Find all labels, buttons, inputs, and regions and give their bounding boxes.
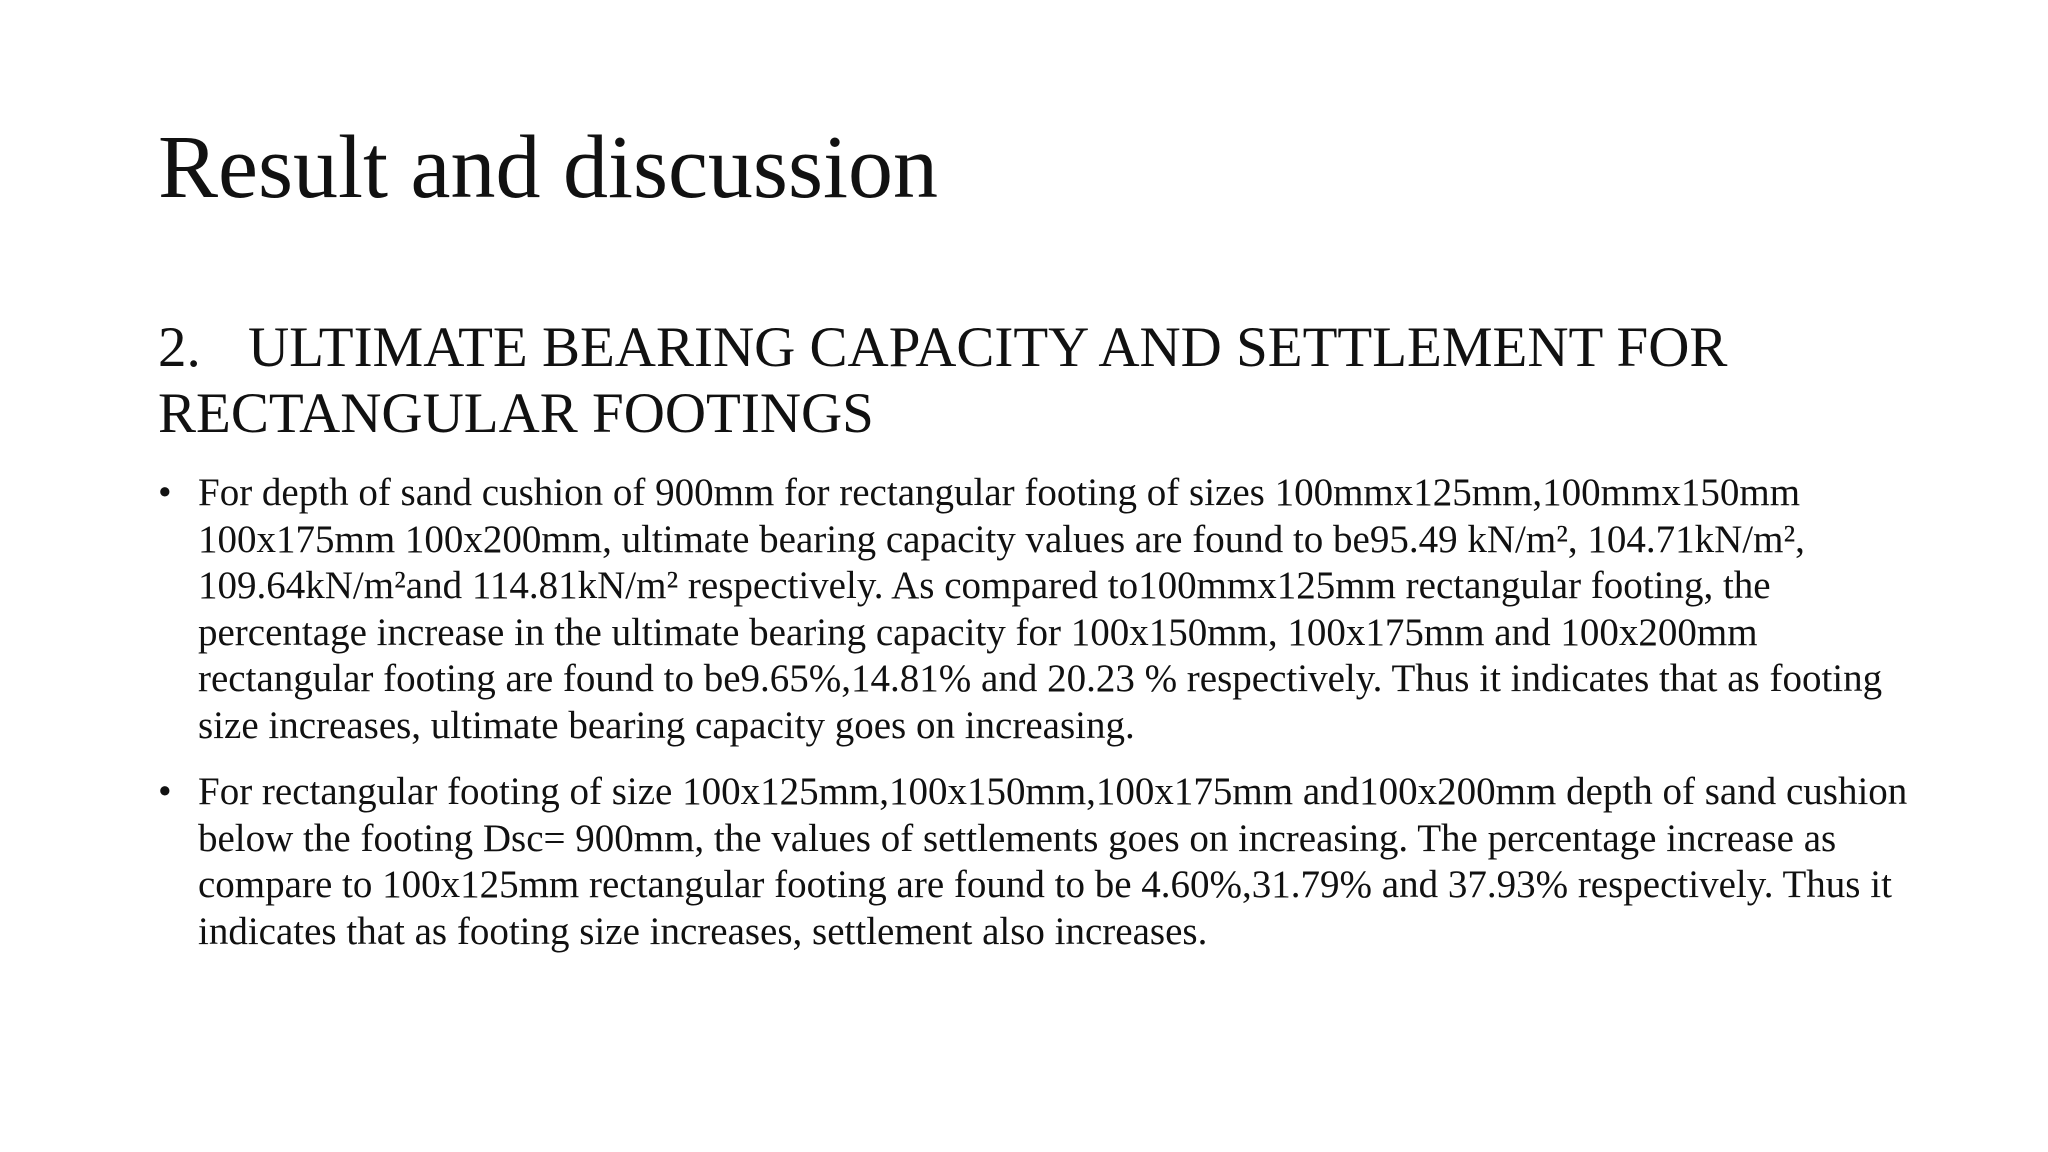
bullet-text: For rectangular footing of size 100x125mm,100x150mm,100x175mm and100x200mm depth of sand cushion below the footing Dsc= 900mm, the values of settlements goes on increasing. The percentage increase as compare to 100x125mm rectangular footing are found to be 4.60%,31.79% and 37.93% respectively. Thus it indicates that as footing size increases, settlement also increases.: [198, 770, 1908, 953]
bullet-icon: •: [158, 770, 172, 813]
slide-title: Result and discussion: [158, 118, 938, 217]
bullet-list: [158, 470, 1938, 955]
section-heading-text: ULTIMATE BEARING CAPACITY AND SETTLEMENT FOR RECTANGULAR FOOTINGS: [158, 316, 1728, 445]
section-heading: [158, 315, 1938, 447]
bullet-icon: •: [158, 471, 172, 514]
section-number: 2.: [158, 316, 201, 379]
bullet-text: For depth of sand cushion of 900mm for rectangular footing of sizes 100mmx125mm,100mmx150mm 100x175mm 100x200mm, ultimate bearing capacity values are found to be95.49 kN/m², 104.71kN/m², 109.64kN/m²and 114.81kN/m² respectively. As compared to100mmx125mm rectangular footing, the percentage increase in the ultimate bearing capacity for 100x150mm, 100x175mm and 100x200mm rectangular footing are found to be9.65%,14.81% and 20.23 % respectively. Thus it indicates that as footing size increases, ultimate bearing capacity goes on increasing.: [198, 471, 1883, 747]
bullet-item-bearing-capacity: [158, 470, 1938, 749]
bullet-item-settlement: [158, 769, 1938, 955]
